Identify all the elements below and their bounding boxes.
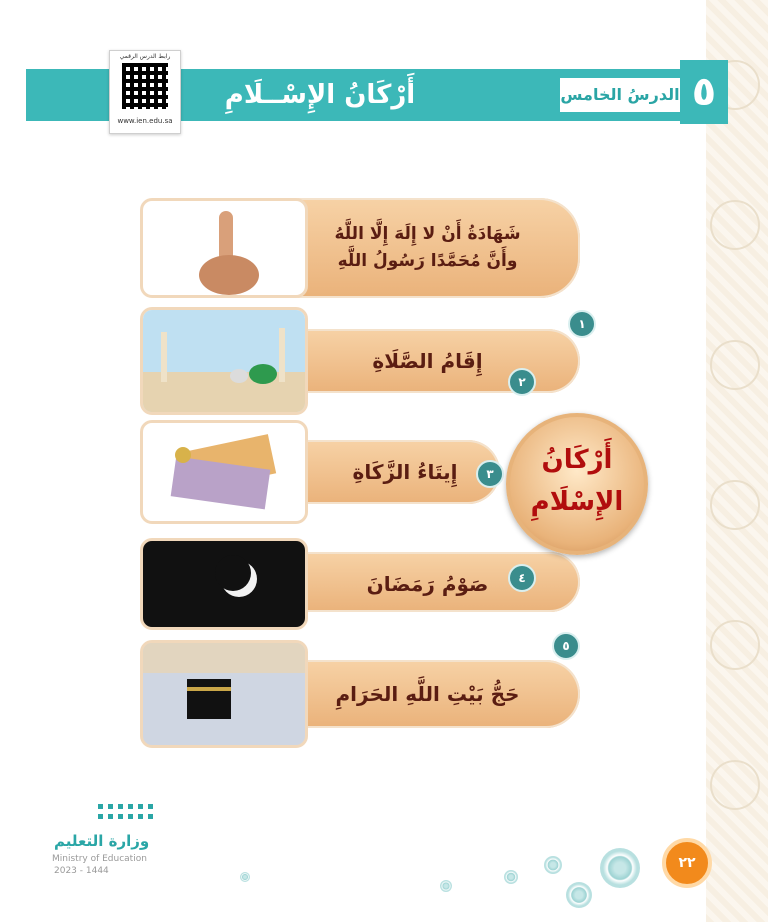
pillar-shahada — [140, 198, 580, 298]
pillar-salah — [140, 307, 580, 415]
pillar-number-badge: ٤ — [508, 564, 536, 592]
crescent-moon-photo — [140, 538, 308, 630]
finger-pointing-photo — [140, 198, 308, 298]
decorative-page-border — [706, 0, 768, 922]
qr-code-icon — [122, 63, 168, 109]
qr-code-card[interactable] — [109, 50, 181, 134]
rosette-icon — [504, 870, 518, 884]
rosette-icon — [544, 856, 562, 874]
money-photo — [140, 420, 308, 524]
mosque-photo — [140, 307, 308, 415]
ministry-logo — [28, 800, 178, 910]
ministry-year: 2023 - 1444 — [54, 866, 109, 876]
ornament-icon — [710, 480, 760, 530]
lesson-title: أَرْكَانُ الإِسْــلَامِ — [224, 80, 416, 110]
pillars-of-islam-hub — [506, 413, 648, 555]
page-number: ٢٢ — [662, 838, 712, 888]
rosette-icon — [600, 848, 640, 888]
pillar-label: شَهَادَةُ أَنْ لا إِلَهَ إِلَّا اللَّهُ وأَنَّ مُحَمَّدًا رَسُولُ اللَّهِ — [334, 223, 521, 271]
lesson-label: الدرسُ الخامس — [560, 78, 680, 112]
qr-label: رابط الدرس الرقمي — [119, 53, 171, 60]
kaaba-photo — [140, 640, 308, 748]
pillar-number-badge: ٥ — [552, 632, 580, 660]
pillar-label: إِقَامُ الصَّلَاةِ — [372, 349, 483, 373]
rosette-icon — [566, 882, 592, 908]
qr-url: www.ien.edu.sa — [117, 117, 173, 125]
pillar-label: إِيتَاءُ الزَّكَاةِ — [352, 460, 458, 484]
ornament-icon — [710, 200, 760, 250]
ornament-icon — [710, 760, 760, 810]
hub-line-1: أَرْكَانُ — [541, 445, 613, 475]
rosette-icon — [240, 872, 250, 882]
ornament-icon — [710, 620, 760, 670]
hub-line-2: الإِسْلَامِ — [530, 487, 624, 517]
ministry-name-ar: وزارة التعليم — [54, 832, 150, 850]
rosette-icon — [440, 880, 452, 892]
ornament-icon — [710, 340, 760, 390]
pillar-number-badge: ٢ — [508, 368, 536, 396]
pillar-number-badge: ١ — [568, 310, 596, 338]
ministry-name-en: Ministry of Education — [52, 854, 147, 864]
pillar-hajj — [140, 640, 580, 748]
hub-title — [510, 439, 644, 523]
pillar-label: حَجُّ بَيْتِ اللَّهِ الحَرَامِ — [335, 682, 520, 706]
pillar-number-badge: ٣ — [476, 460, 504, 488]
pillar-label: صَوْمُ رَمَضَانَ — [366, 572, 489, 596]
lesson-number: ٥ — [680, 60, 728, 124]
